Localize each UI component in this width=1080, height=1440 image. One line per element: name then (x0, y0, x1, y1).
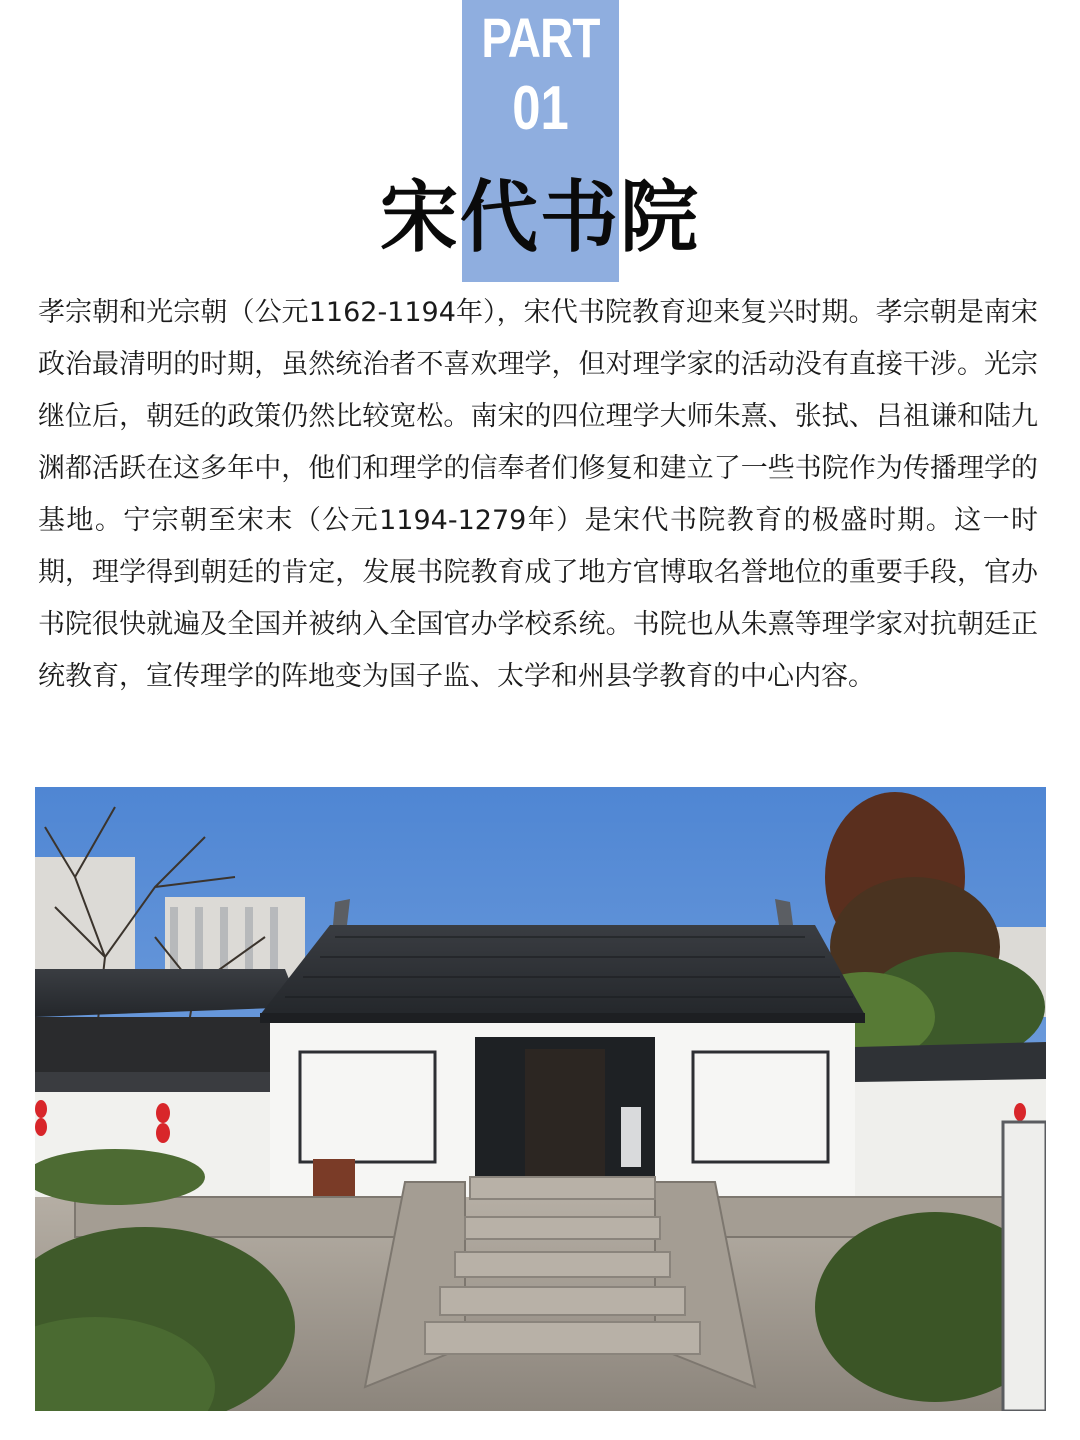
part-label: PART (481, 6, 600, 69)
article-paragraph: 孝宗朝和光宗朝（公元1162-1194年），宋代书院教育迎来复兴时期。孝宗朝是南宋政治最清明的时期，虽然统治者不喜欢理学，但对理学家的活动没有直接干涉。光宗继位后，朝廷的政策仍然比较宽松。南宋的四位理学大师朱熹、张拭、吕祖谦和陆九渊都活跃在这多年中，他们和理学的信奉者们修复和建立了一些书院作为传播理学的基地。宁宗朝至宋末（公元1194-1279年）是宋代书院教育的极盛时期。这一时期，理学得到朝廷的肯定，发展书院教育成了地方官博取名誉地位的重要手段，官办书院很快就遍及全国并被纳入全国官办学校系统。书院也从朱熹等理学家对抗朝廷正统教育，宣传理学的阵地变为国子监、太学和州县学教育的中心内容。 (38, 297, 1038, 692)
academy-gate-photo (35, 787, 1046, 1411)
academy-gate-illustration (35, 787, 1046, 1411)
part-number: 01 (512, 74, 569, 143)
main-gate-roof (260, 925, 865, 1015)
info-sign (1003, 1122, 1046, 1411)
page-title: 宋代书院 (379, 173, 700, 263)
